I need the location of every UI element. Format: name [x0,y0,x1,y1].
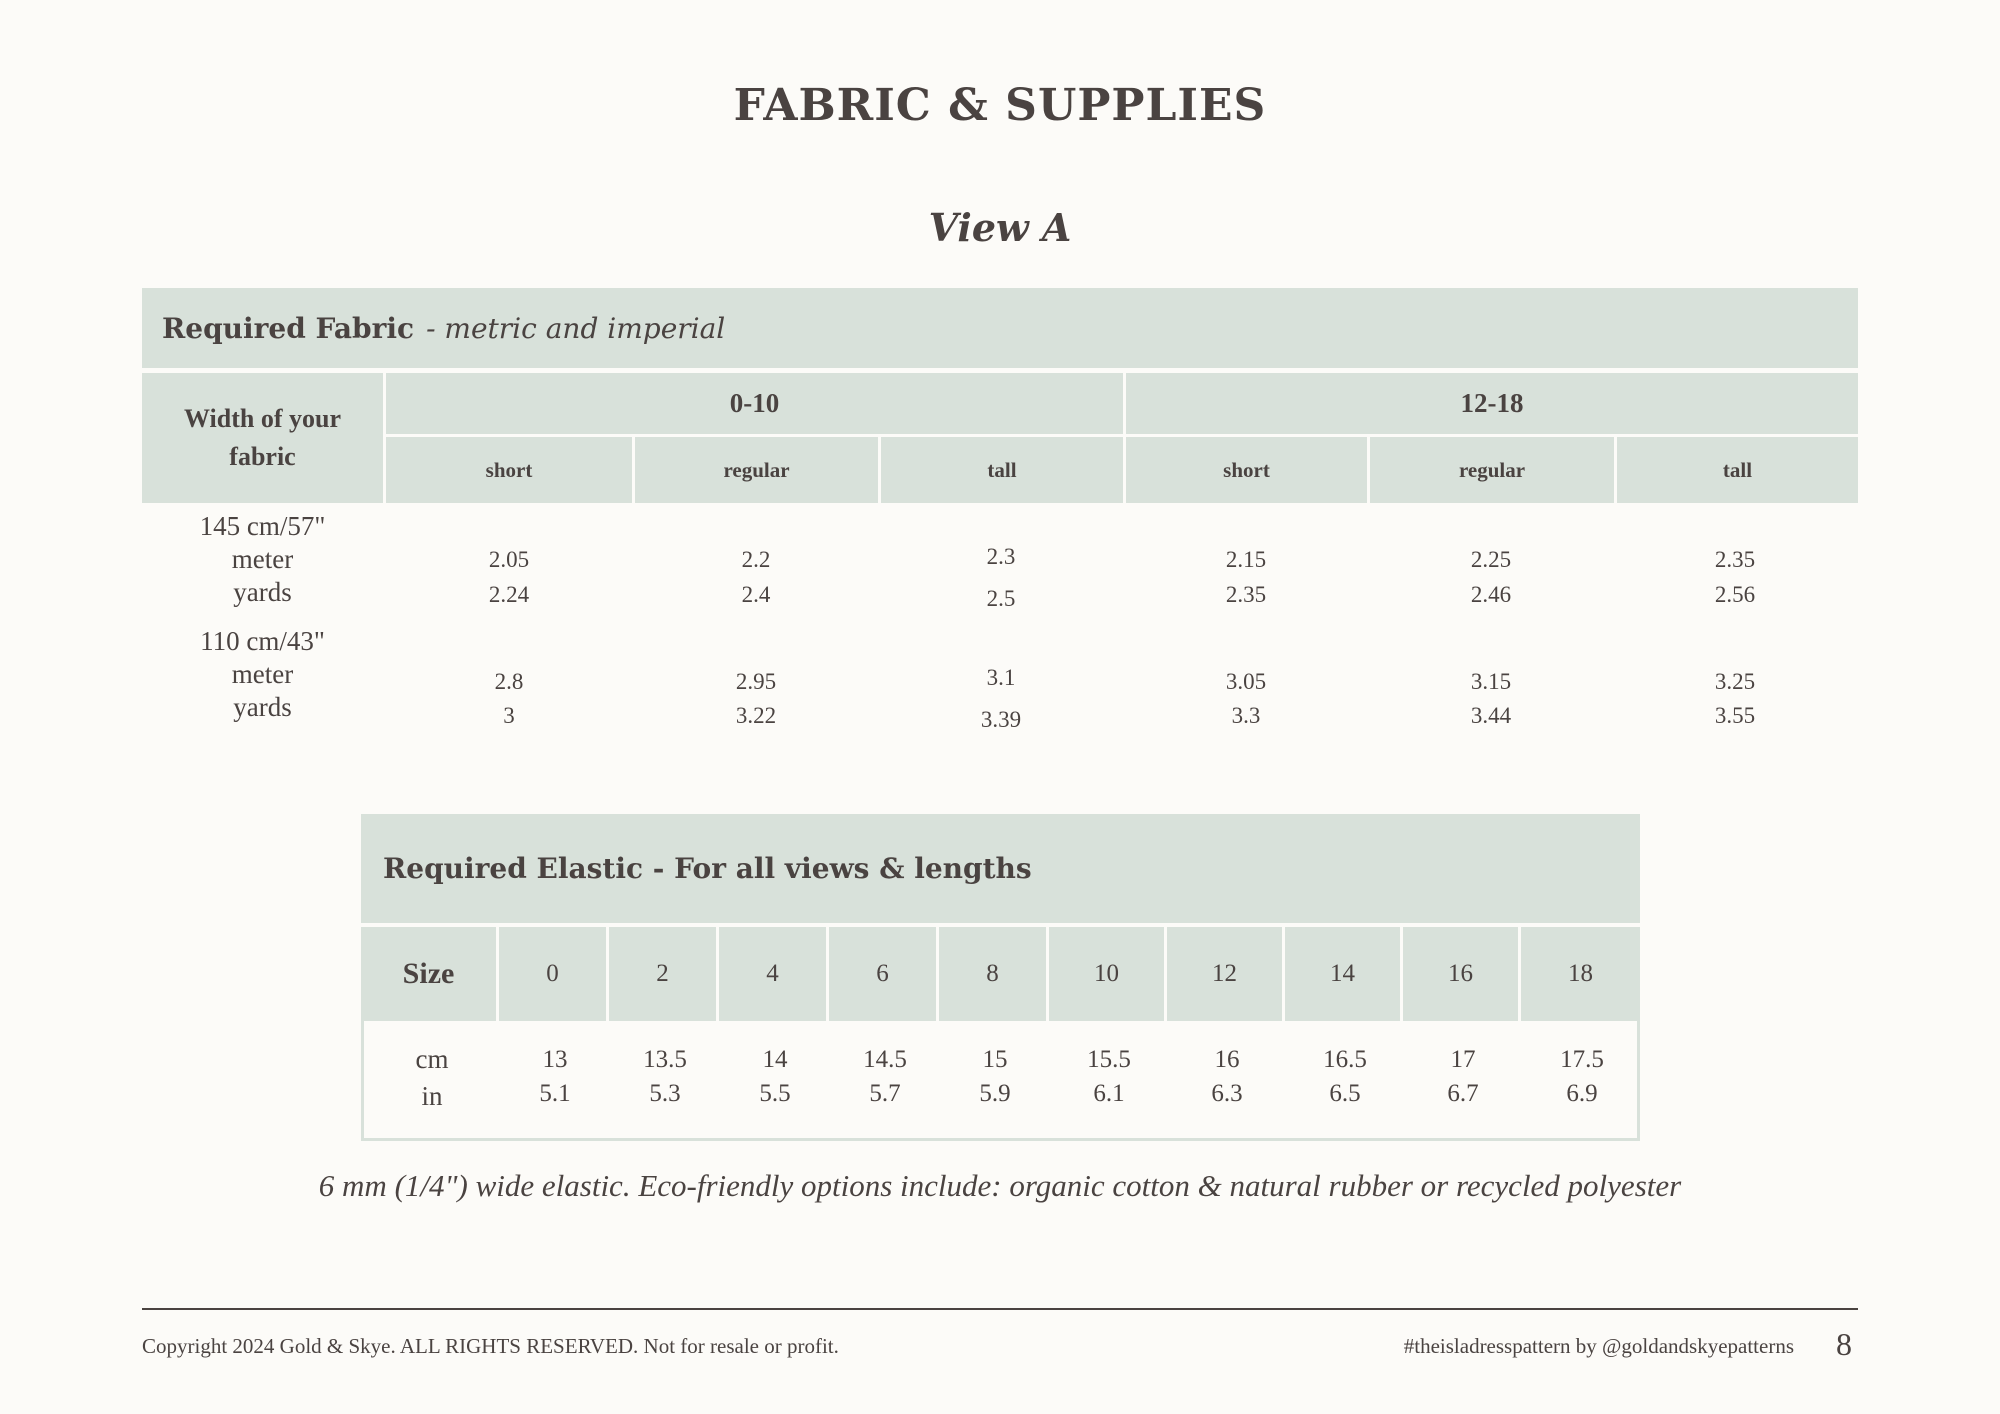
yards-value: 2.24 [488,582,530,607]
meter-value: 3.05 [1225,669,1267,694]
length-header: tall [881,437,1123,503]
size-group-header: 12-18 [1126,373,1858,434]
size-cell: 10 [1049,927,1164,1021]
meter-label: meter [231,659,294,689]
cm-value: 16 [1214,1046,1240,1073]
fabric-row [142,625,1858,735]
meter-value: 2.05 [488,547,530,572]
yards-value: 2.46 [1470,582,1512,607]
cm-value: 14 [762,1046,788,1073]
page-title: FABRIC & SUPPLIES [733,80,1267,131]
meter-value: 3.1 [986,665,1016,690]
elastic-note: 6 mm (1/4") wide elastic. Eco-friendly options include: organic cotton & natural rubber or recycled polyester [318,1168,1682,1203]
meter-label: meter [231,544,294,574]
in-value: 6.3 [1211,1080,1243,1107]
yards-value: 3 [503,703,515,728]
elastic-table-header: Required Elastic - For all views & lengths [361,814,1640,923]
fabric-column-headers [142,373,1858,503]
size-cell: 4 [719,927,826,1021]
yards-value: 2.35 [1225,582,1267,607]
in-value: 6.7 [1447,1080,1479,1107]
width-column-header: Width of your fabric [142,373,383,503]
in-value: 5.7 [869,1080,901,1107]
cm-value: 17 [1450,1046,1476,1073]
yards-value: 3.44 [1470,703,1512,728]
cm-value: 15.5 [1087,1046,1131,1073]
fabric-header-subtitle: - metric and imperial [426,311,726,345]
size-cell: 18 [1521,927,1640,1021]
yards-value: 3.55 [1714,703,1756,728]
hashtag-text: #theisladresspattern by @goldandskyepatterns [1403,1334,1794,1358]
meter-value: 3.15 [1470,669,1512,694]
length-header: regular [635,437,878,503]
size-cell: 2 [609,927,716,1021]
cm-value: 14.5 [863,1046,907,1073]
in-label: in [421,1081,443,1111]
page-number: 8 [1836,1326,1852,1362]
view-title: View A [928,205,1072,250]
cm-value: 17.5 [1560,1046,1604,1073]
length-header: short [386,437,632,503]
yards-value: 3.22 [735,703,777,728]
in-value: 6.5 [1329,1080,1361,1107]
size-cell: 16 [1403,927,1518,1021]
yards-label: yards [233,692,292,722]
length-header: short [1126,437,1367,503]
fabric-header-title: Required Fabric [162,311,415,345]
in-value: 5.5 [759,1080,791,1107]
cm-value: 16.5 [1323,1046,1367,1073]
fabric-table-header [142,288,1858,368]
yards-value: 3.3 [1231,703,1261,728]
cm-value: 13 [542,1046,568,1073]
meter-value: 2.2 [741,547,771,572]
yards-value: 3.39 [980,707,1022,732]
size-cell: 14 [1285,927,1400,1021]
copyright-text: Copyright 2024 Gold & Skye. ALL RIGHTS RESERVED. Not for resale or profit. [142,1334,839,1358]
footer-divider [142,1308,1858,1310]
meter-value: 2.35 [1714,547,1756,572]
length-header: regular [1370,437,1614,503]
fabric-width-label: 110 cm/43" [200,626,325,656]
fabric-row [142,510,1858,620]
cm-label: cm [415,1044,449,1074]
yards-value: 2.5 [986,586,1016,611]
in-value: 6.9 [1566,1080,1598,1107]
meter-value: 2.95 [735,669,777,694]
size-label: Size [361,927,496,1021]
meter-value: 2.8 [494,669,524,694]
size-group-header: 0-10 [386,373,1123,434]
meter-value: 2.15 [1225,547,1267,572]
size-cell: 8 [939,927,1046,1021]
length-header: tall [1617,437,1858,503]
elastic-size-row [361,927,1640,1021]
yards-value: 2.4 [741,582,771,607]
fabric-width-label: 145 cm/57" [199,511,326,541]
cm-value: 15 [982,1046,1008,1073]
meter-value: 2.3 [986,544,1016,569]
elastic-values [361,1021,1640,1141]
size-cell: 6 [829,927,936,1021]
meter-value: 2.25 [1470,547,1512,572]
in-value: 5.9 [979,1080,1011,1107]
yards-value: 2.56 [1714,582,1756,607]
size-cell: 12 [1167,927,1282,1021]
cm-value: 13.5 [643,1046,687,1073]
size-cell: 0 [499,927,606,1021]
in-value: 5.1 [539,1080,571,1107]
in-value: 6.1 [1093,1080,1125,1107]
meter-value: 3.25 [1714,669,1756,694]
in-value: 5.3 [649,1080,681,1107]
yards-label: yards [233,577,292,607]
